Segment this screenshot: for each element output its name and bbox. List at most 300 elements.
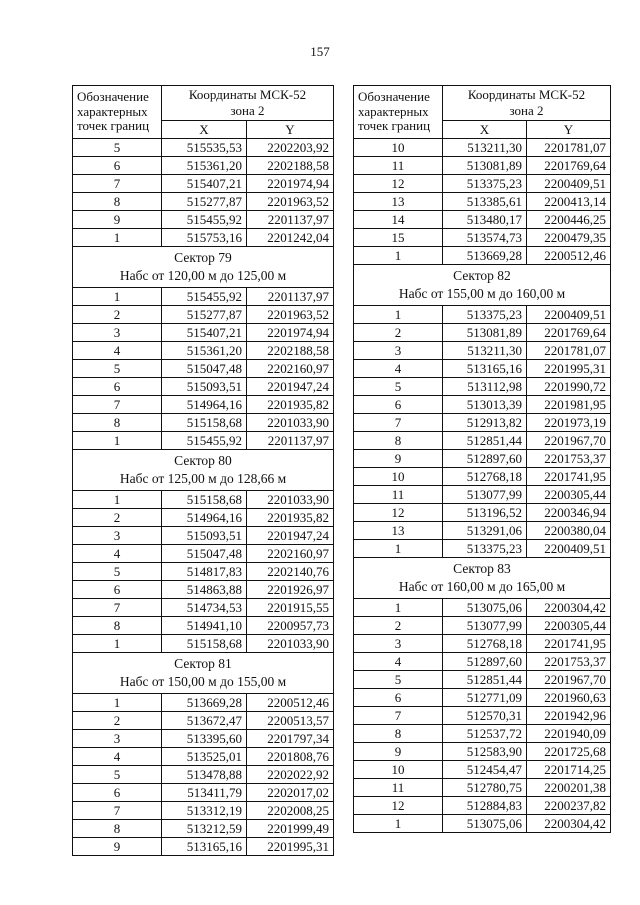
x-header: X [162, 121, 247, 139]
table-row [73, 360, 334, 378]
y-coordinate: 2202140,76 [247, 563, 334, 581]
y-coordinate: 2200957,73 [247, 617, 334, 635]
table-row [73, 342, 334, 360]
y-header: Y [247, 121, 334, 139]
x-coordinate: 515407,21 [162, 175, 247, 193]
point-number: 8 [73, 617, 162, 635]
point-number: 3 [354, 635, 443, 653]
point-number: 1 [354, 599, 443, 617]
point-number: 5 [73, 139, 162, 157]
table-row [354, 342, 611, 360]
table-row [354, 486, 611, 504]
y-coordinate: 2202008,25 [247, 802, 334, 820]
y-coordinate: 2201033,90 [247, 491, 334, 509]
point-number: 1 [73, 694, 162, 712]
y-coordinate: 2201942,96 [527, 707, 611, 725]
point-number: 8 [354, 432, 443, 450]
y-coordinate: 2200446,25 [527, 211, 611, 229]
x-coordinate: 512897,60 [443, 653, 527, 671]
page-number: 157 [310, 44, 330, 59]
table-row [73, 563, 334, 581]
x-coordinate: 512851,44 [443, 671, 527, 689]
table-row [354, 599, 611, 617]
x-coordinate: 515361,20 [162, 342, 247, 360]
sector-height-range: Набс от 120,00 м до 125,00 м [119, 268, 287, 283]
y-coordinate: 2200513,57 [247, 712, 334, 730]
y-coordinate: 2200512,46 [247, 694, 334, 712]
y-coordinate: 2200380,04 [527, 522, 611, 540]
x-coordinate: 513112,98 [443, 378, 527, 396]
point-number: 5 [354, 671, 443, 689]
point-number: 6 [354, 396, 443, 414]
x-coordinate: 515277,87 [162, 306, 247, 324]
y-coordinate: 2201967,70 [527, 432, 611, 450]
table-row [354, 504, 611, 522]
table-row [73, 784, 334, 802]
x-coordinate: 512768,18 [443, 468, 527, 486]
coord-title-line: Координаты МСК-52 [467, 87, 586, 102]
sector-title: Сектор 83 [453, 561, 511, 576]
x-coordinate: 513081,89 [443, 157, 527, 175]
x-coordinate: 515093,51 [162, 527, 247, 545]
point-number: 3 [354, 342, 443, 360]
table-row [354, 689, 611, 707]
point-number: 12 [354, 504, 443, 522]
table-row [354, 797, 611, 815]
point-number: 4 [73, 748, 162, 766]
coord-system-header [162, 86, 334, 121]
table-row [73, 838, 334, 856]
sector-heading-row [354, 265, 611, 306]
point-number: 10 [354, 761, 443, 779]
table-row [73, 193, 334, 211]
y-coordinate: 2201960,63 [527, 689, 611, 707]
x-coordinate: 513395,60 [162, 730, 247, 748]
sector-height-range: Набс от 150,00 м до 155,00 м [119, 674, 287, 689]
y-coordinate: 2201935,82 [247, 509, 334, 527]
point-number: 4 [73, 342, 162, 360]
point-number: 8 [73, 414, 162, 432]
point-number: 8 [73, 193, 162, 211]
point-label-line: характерных [77, 103, 148, 119]
y-coordinate: 2201974,94 [247, 324, 334, 342]
table-row [354, 193, 611, 211]
table-row [354, 617, 611, 635]
y-coordinate: 2201753,37 [527, 450, 611, 468]
sector-heading [73, 450, 334, 491]
y-coordinate: 2202160,97 [247, 545, 334, 563]
table-row [354, 450, 611, 468]
x-coordinate: 513013,39 [443, 396, 527, 414]
point-number: 6 [354, 689, 443, 707]
y-coordinate: 2201137,97 [247, 211, 334, 229]
point-number: 9 [354, 743, 443, 761]
table-row [73, 211, 334, 229]
table-row [354, 247, 611, 265]
x-coordinate: 513211,30 [443, 139, 527, 157]
table-row [73, 617, 334, 635]
y-coordinate: 2202160,97 [247, 360, 334, 378]
point-number: 8 [354, 725, 443, 743]
y-coordinate: 2201963,52 [247, 193, 334, 211]
x-coordinate: 514964,16 [162, 509, 247, 527]
x-coordinate: 514964,16 [162, 396, 247, 414]
table-row [73, 229, 334, 247]
table-row [73, 378, 334, 396]
y-coordinate: 2200409,51 [527, 175, 611, 193]
x-coordinate: 513672,47 [162, 712, 247, 730]
table-row [354, 540, 611, 558]
table-row [354, 761, 611, 779]
table-row [73, 414, 334, 432]
y-coordinate: 2201935,82 [247, 396, 334, 414]
table-row [73, 748, 334, 766]
point-label-header [73, 86, 162, 139]
x-coordinate: 515047,48 [162, 360, 247, 378]
x-coordinate: 513165,16 [443, 360, 527, 378]
y-coordinate: 2200304,42 [527, 815, 611, 833]
y-coordinate: 2201947,24 [247, 378, 334, 396]
x-coordinate: 513375,23 [443, 540, 527, 558]
y-coordinate: 2201967,70 [527, 671, 611, 689]
x-coordinate: 515047,48 [162, 545, 247, 563]
table-row [354, 707, 611, 725]
point-number: 6 [73, 784, 162, 802]
y-coordinate: 2202188,58 [247, 342, 334, 360]
coordinates-table-right [353, 85, 611, 833]
y-coordinate: 2201725,68 [527, 743, 611, 761]
point-number: 1 [354, 815, 443, 833]
y-coordinate: 2201915,55 [247, 599, 334, 617]
table-row [354, 414, 611, 432]
y-coordinate: 2201753,37 [527, 653, 611, 671]
point-number: 1 [73, 491, 162, 509]
point-number: 7 [73, 396, 162, 414]
point-number: 2 [73, 306, 162, 324]
y-coordinate: 2202022,92 [247, 766, 334, 784]
x-coordinate: 513480,17 [443, 211, 527, 229]
table-row [73, 324, 334, 342]
table-row [354, 211, 611, 229]
x-coordinate: 515535,53 [162, 139, 247, 157]
x-coordinate: 512570,31 [443, 707, 527, 725]
point-number: 6 [73, 378, 162, 396]
point-number: 11 [354, 157, 443, 175]
sector-title: Сектор 81 [174, 656, 232, 671]
table-row [73, 635, 334, 653]
y-coordinate: 2201137,97 [247, 432, 334, 450]
point-number: 8 [73, 820, 162, 838]
table-row [73, 599, 334, 617]
table-row [354, 468, 611, 486]
x-coordinate: 512583,90 [443, 743, 527, 761]
x-coordinate: 513077,99 [443, 617, 527, 635]
x-coordinate: 515361,20 [162, 157, 247, 175]
table-row [73, 288, 334, 306]
table-row [73, 545, 334, 563]
x-coordinate: 515455,92 [162, 432, 247, 450]
table-row [354, 779, 611, 797]
coordinates-table-left [72, 85, 334, 856]
table-row [73, 694, 334, 712]
table-row [73, 509, 334, 527]
sector-heading [354, 265, 611, 306]
y-coordinate: 2201781,07 [527, 139, 611, 157]
sector-height-range: Набс от 125,00 м до 128,66 м [119, 471, 287, 486]
table-row [354, 522, 611, 540]
x-coordinate: 515455,92 [162, 288, 247, 306]
y-coordinate: 2201781,07 [527, 342, 611, 360]
x-coordinate: 513385,61 [443, 193, 527, 211]
sector-heading-row [73, 450, 334, 491]
table-row [354, 229, 611, 247]
table-row [354, 396, 611, 414]
sector-heading [73, 247, 334, 288]
table-row [73, 157, 334, 175]
table-row [354, 360, 611, 378]
x-coordinate: 512851,44 [443, 432, 527, 450]
table-row [73, 139, 334, 157]
point-number: 9 [73, 838, 162, 856]
table-row [73, 820, 334, 838]
point-number: 2 [354, 617, 443, 635]
point-number: 15 [354, 229, 443, 247]
point-number: 5 [73, 766, 162, 784]
point-number: 1 [73, 288, 162, 306]
y-coordinate: 2201973,19 [527, 414, 611, 432]
x-coordinate: 512897,60 [443, 450, 527, 468]
point-number: 7 [354, 707, 443, 725]
y-coordinate: 2201926,97 [247, 581, 334, 599]
table-row [354, 378, 611, 396]
table-row [354, 306, 611, 324]
y-coordinate: 2201033,90 [247, 414, 334, 432]
table-row [73, 396, 334, 414]
point-number: 4 [354, 360, 443, 378]
sector-height-range: Набс от 160,00 м до 165,00 м [398, 579, 566, 594]
point-number: 1 [73, 432, 162, 450]
x-coordinate: 515093,51 [162, 378, 247, 396]
x-coordinate: 515407,21 [162, 324, 247, 342]
table-row [354, 432, 611, 450]
sector-heading [354, 558, 611, 599]
point-number: 1 [73, 635, 162, 653]
x-coordinate: 514817,83 [162, 563, 247, 581]
table-row [73, 766, 334, 784]
y-coordinate: 2201990,72 [527, 378, 611, 396]
point-number: 9 [73, 211, 162, 229]
x-coordinate: 513525,01 [162, 748, 247, 766]
sector-heading [73, 653, 334, 694]
x-coordinate: 514863,88 [162, 581, 247, 599]
table-row [354, 725, 611, 743]
point-number: 1 [354, 247, 443, 265]
table-row [73, 491, 334, 509]
y-coordinate: 2200479,35 [527, 229, 611, 247]
x-coordinate: 513478,88 [162, 766, 247, 784]
x-coordinate: 515753,16 [162, 229, 247, 247]
sector-heading-row [354, 558, 611, 599]
coord-zone-line: зона 2 [230, 103, 265, 118]
x-coordinate: 513669,28 [443, 247, 527, 265]
x-coordinate: 512884,83 [443, 797, 527, 815]
x-coordinate: 512768,18 [443, 635, 527, 653]
point-label-line: Обозначение [358, 89, 430, 105]
table-row [73, 802, 334, 820]
coord-title-line: Координаты МСК-52 [188, 87, 307, 102]
point-number: 10 [354, 468, 443, 486]
x-coordinate: 515158,68 [162, 635, 247, 653]
x-coordinate: 513081,89 [443, 324, 527, 342]
x-coordinate: 513574,73 [443, 229, 527, 247]
table-row [73, 581, 334, 599]
point-number: 7 [354, 414, 443, 432]
x-coordinate: 513212,59 [162, 820, 247, 838]
y-coordinate: 2201947,24 [247, 527, 334, 545]
y-coordinate: 2201974,94 [247, 175, 334, 193]
y-coordinate: 2201981,95 [527, 396, 611, 414]
y-coordinate: 2200305,44 [527, 486, 611, 504]
point-number: 4 [73, 545, 162, 563]
x-coordinate: 515158,68 [162, 491, 247, 509]
point-number: 5 [73, 563, 162, 581]
y-coordinate: 2201808,76 [247, 748, 334, 766]
x-coordinate: 513077,99 [443, 486, 527, 504]
sector-heading-row [73, 653, 334, 694]
point-number: 3 [73, 324, 162, 342]
y-coordinate: 2201137,97 [247, 288, 334, 306]
table-row [354, 671, 611, 689]
sector-title: Сектор 80 [174, 453, 232, 468]
x-coordinate: 512537,72 [443, 725, 527, 743]
x-coordinate: 514734,53 [162, 599, 247, 617]
point-number: 5 [354, 378, 443, 396]
x-coordinate: 513375,23 [443, 175, 527, 193]
point-number: 2 [354, 324, 443, 342]
y-coordinate: 2200305,44 [527, 617, 611, 635]
table-row [354, 139, 611, 157]
table-row [73, 527, 334, 545]
x-coordinate: 515277,87 [162, 193, 247, 211]
point-label-line: характерных [358, 103, 429, 119]
point-number: 1 [354, 540, 443, 558]
point-number: 11 [354, 486, 443, 504]
x-coordinate: 512780,75 [443, 779, 527, 797]
x-coordinate: 513075,06 [443, 815, 527, 833]
y-coordinate: 2200346,94 [527, 504, 611, 522]
table-row [73, 175, 334, 193]
table-row [354, 743, 611, 761]
point-number: 7 [73, 802, 162, 820]
point-number: 7 [73, 599, 162, 617]
sector-height-range: Набс от 155,00 м до 160,00 м [398, 286, 566, 301]
x-coordinate: 512913,82 [443, 414, 527, 432]
x-coordinate: 514941,10 [162, 617, 247, 635]
y-coordinate: 2201769,64 [527, 157, 611, 175]
table-row [73, 712, 334, 730]
table-row [354, 157, 611, 175]
y-coordinate: 2202017,02 [247, 784, 334, 802]
point-number: 2 [73, 509, 162, 527]
point-number: 11 [354, 779, 443, 797]
sector-title: Сектор 79 [174, 250, 232, 265]
point-label-line: Обозначение [77, 89, 149, 105]
y-coordinate: 2200409,51 [527, 540, 611, 558]
table-row [354, 324, 611, 342]
point-number: 1 [354, 306, 443, 324]
x-coordinate: 515158,68 [162, 414, 247, 432]
y-coordinate: 2200201,38 [527, 779, 611, 797]
x-coordinate: 513312,19 [162, 802, 247, 820]
y-coordinate: 2201033,90 [247, 635, 334, 653]
y-coordinate: 2201741,95 [527, 468, 611, 486]
y-coordinate: 2201995,31 [527, 360, 611, 378]
y-coordinate: 2201797,34 [247, 730, 334, 748]
x-coordinate: 513291,06 [443, 522, 527, 540]
x-coordinate: 512771,09 [443, 689, 527, 707]
y-coordinate: 2202188,58 [247, 157, 334, 175]
y-coordinate: 2201963,52 [247, 306, 334, 324]
table-row [73, 730, 334, 748]
y-header: Y [527, 121, 611, 139]
point-number: 12 [354, 797, 443, 815]
table-row [73, 306, 334, 324]
point-number: 13 [354, 193, 443, 211]
point-label-header [354, 86, 443, 139]
x-coordinate: 513196,52 [443, 504, 527, 522]
point-number: 5 [73, 360, 162, 378]
table-row [354, 815, 611, 833]
point-number: 12 [354, 175, 443, 193]
y-coordinate: 2202203,92 [247, 139, 334, 157]
x-coordinate: 513411,79 [162, 784, 247, 802]
point-number: 6 [73, 157, 162, 175]
x-coordinate: 515455,92 [162, 211, 247, 229]
x-coordinate: 513075,06 [443, 599, 527, 617]
coord-zone-line: зона 2 [509, 103, 544, 118]
point-number: 9 [354, 450, 443, 468]
y-coordinate: 2201999,49 [247, 820, 334, 838]
table-row [354, 653, 611, 671]
point-number: 4 [354, 653, 443, 671]
point-label-line: точек границ [358, 118, 431, 134]
point-number: 10 [354, 139, 443, 157]
sector-heading-row [73, 247, 334, 288]
table-row [73, 432, 334, 450]
x-coordinate: 513669,28 [162, 694, 247, 712]
y-coordinate: 2200304,42 [527, 599, 611, 617]
point-number: 14 [354, 211, 443, 229]
x-coordinate: 513211,30 [443, 342, 527, 360]
table-row [354, 635, 611, 653]
point-number: 1 [73, 229, 162, 247]
point-number: 3 [73, 527, 162, 545]
point-label-line: точек границ [77, 118, 150, 134]
point-number: 3 [73, 730, 162, 748]
y-coordinate: 2200237,82 [527, 797, 611, 815]
point-number: 13 [354, 522, 443, 540]
y-coordinate: 2200409,51 [527, 306, 611, 324]
y-coordinate: 2201995,31 [247, 838, 334, 856]
y-coordinate: 2200413,14 [527, 193, 611, 211]
x-coordinate: 513165,16 [162, 838, 247, 856]
point-number: 7 [73, 175, 162, 193]
y-coordinate: 2201741,95 [527, 635, 611, 653]
coord-system-header [443, 86, 611, 121]
table-row [354, 175, 611, 193]
point-number: 6 [73, 581, 162, 599]
y-coordinate: 2201714,25 [527, 761, 611, 779]
